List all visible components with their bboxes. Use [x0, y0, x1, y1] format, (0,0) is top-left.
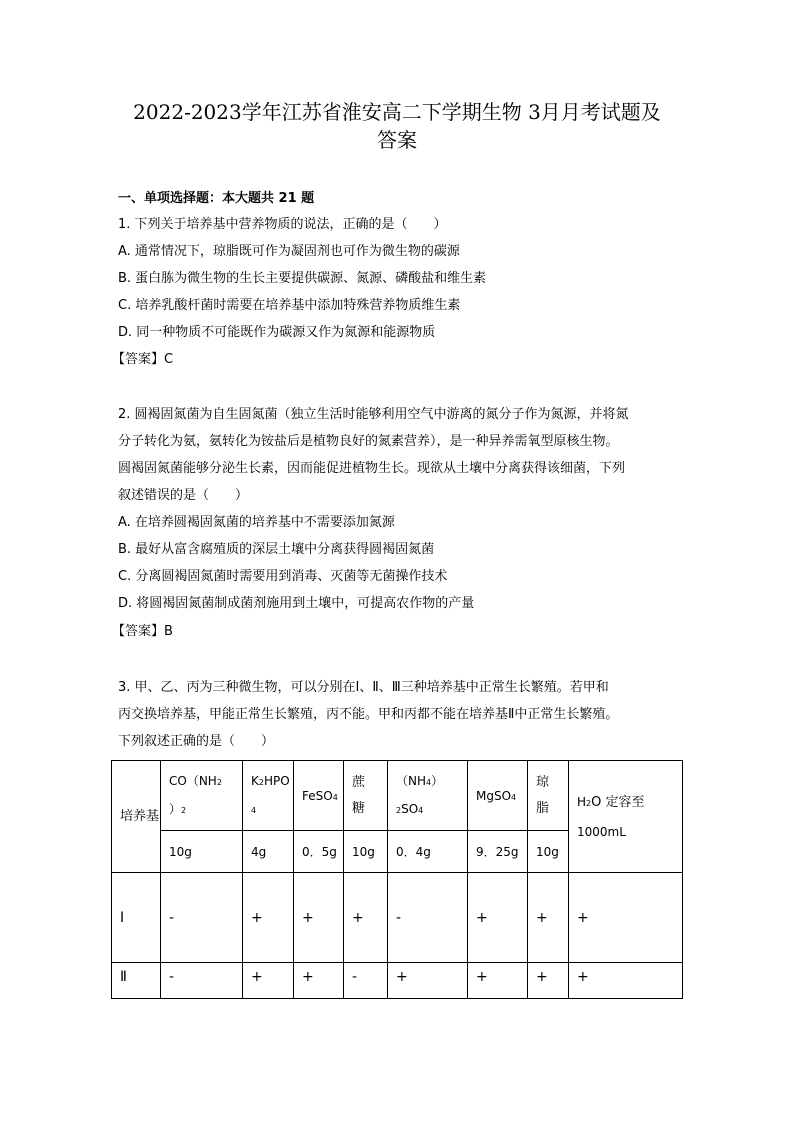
- question-stem-line-2: 分子转化为氨，氨转化为铵盐后是植物良好的氮素营养），是一种异养需氧型原核生物。: [118, 434, 619, 449]
- table-cell: +: [569, 963, 683, 999]
- title-line-1: 2022-2023学年江苏省淮安高二下学期生物 3月月考试题及: [133, 100, 661, 124]
- question-stem-line-2: 丙交换培养基，甲能正常生长繁殖，丙不能。甲和丙都不能在培养基Ⅱ中正常生长繁殖。: [118, 707, 619, 722]
- table-cell: -: [388, 873, 468, 963]
- table-row-medium-2: [112, 963, 683, 999]
- row-label: Ⅱ: [112, 963, 161, 999]
- option-b: B. 蛋白胨为微生物的生长主要提供碳源、氮源、磷酸盐和维生素: [118, 271, 487, 286]
- option-d: D. 将圆褐固氮菌制成菌剂施用到土壤中，可提高农作物的产量: [118, 596, 475, 611]
- header-feso4: FeSO4: [294, 761, 344, 831]
- table-cell: +: [528, 963, 569, 999]
- amount-cell: 9．25g: [468, 831, 528, 873]
- table-row-medium-1: [112, 873, 683, 963]
- header-water: H2O 定容至 1000mL: [569, 761, 683, 873]
- corner-cell: 培养基: [112, 761, 161, 873]
- table-cell: +: [528, 873, 569, 963]
- amount-cell: 10g: [344, 831, 388, 873]
- header-mgso4: MgSO4: [468, 761, 528, 831]
- header-agar: 琼脂: [528, 761, 569, 831]
- amount-cell: 0．4g: [388, 831, 468, 873]
- amount-cell: 4g: [243, 831, 294, 873]
- question-stem-line-3: 下列叙述正确的是（ ）: [118, 734, 275, 749]
- amount-cell: 10g: [528, 831, 569, 873]
- option-c: C. 分离圆褐固氮菌时需要用到消毒、灭菌等无菌操作技术: [118, 569, 448, 584]
- table-cell: +: [294, 873, 344, 963]
- table-cell: -: [344, 963, 388, 999]
- answer: 【答案】C: [112, 352, 174, 367]
- section-heading: 一、单项选择题：本大题共 21 题: [118, 191, 315, 206]
- question-stem-line-1: 3. 甲、乙、丙为三种微生物，可以分别在Ⅰ、Ⅱ、Ⅲ三种培养基中正常生长繁殖。若甲和: [118, 680, 609, 695]
- table-cell: +: [243, 873, 294, 963]
- option-c: C. 培养乳酸杆菌时需要在培养基中添加特殊营养物质维生素: [118, 298, 461, 313]
- header-urea: CO（NH2 ）2: [161, 761, 243, 831]
- question-stem-line-4: 叙述错误的是（ ）: [118, 488, 249, 503]
- option-b: B. 最好从富含腐殖质的深层土壤中分离获得圆褐固氮菌: [118, 542, 435, 557]
- row-label: Ⅰ: [112, 873, 161, 963]
- table-cell: +: [344, 873, 388, 963]
- question-stem: 1. 下列关于培养基中营养物质的说法，正确的是（ ）: [118, 217, 447, 232]
- table-cell: +: [468, 963, 528, 999]
- table-cell: +: [569, 873, 683, 963]
- option-a: A. 通常情况下，琼脂既可作为凝固剂也可作为微生物的碳源: [118, 244, 460, 259]
- header-row-names: [112, 761, 683, 831]
- header-ammonium-sulfate: （NH4） 2SO4: [388, 761, 468, 831]
- title-line-2: 答案: [377, 128, 417, 152]
- amount-cell: 0．5g: [294, 831, 344, 873]
- table-cell: +: [468, 873, 528, 963]
- table-cell: -: [161, 873, 243, 963]
- header-sucrose: 蔗糖: [344, 761, 388, 831]
- amount-cell: 10g: [161, 831, 243, 873]
- table-cell: -: [161, 963, 243, 999]
- table-cell: +: [388, 963, 468, 999]
- option-a: A. 在培养圆褐固氮菌的培养基中不需要添加氮源: [118, 515, 395, 530]
- question-stem-line-3: 圆褐固氮菌能够分泌生长素，因而能促进植物生长。现欲从土壤中分离获得该细菌，下列: [118, 461, 626, 476]
- header-k2hpo4: K2HPO 4: [243, 761, 294, 831]
- culture-medium-table: [111, 760, 683, 999]
- option-d: D. 同一种物质不可能既作为碳源又作为氮源和能源物质: [118, 325, 436, 340]
- answer: 【答案】B: [112, 624, 173, 639]
- table-cell: +: [294, 963, 344, 999]
- question-stem-line-1: 2. 圆褐固氮菌为自生固氮菌（独立生活时能够利用空气中游离的氮分子作为氮源，并将氮: [118, 407, 629, 422]
- table-cell: +: [243, 963, 294, 999]
